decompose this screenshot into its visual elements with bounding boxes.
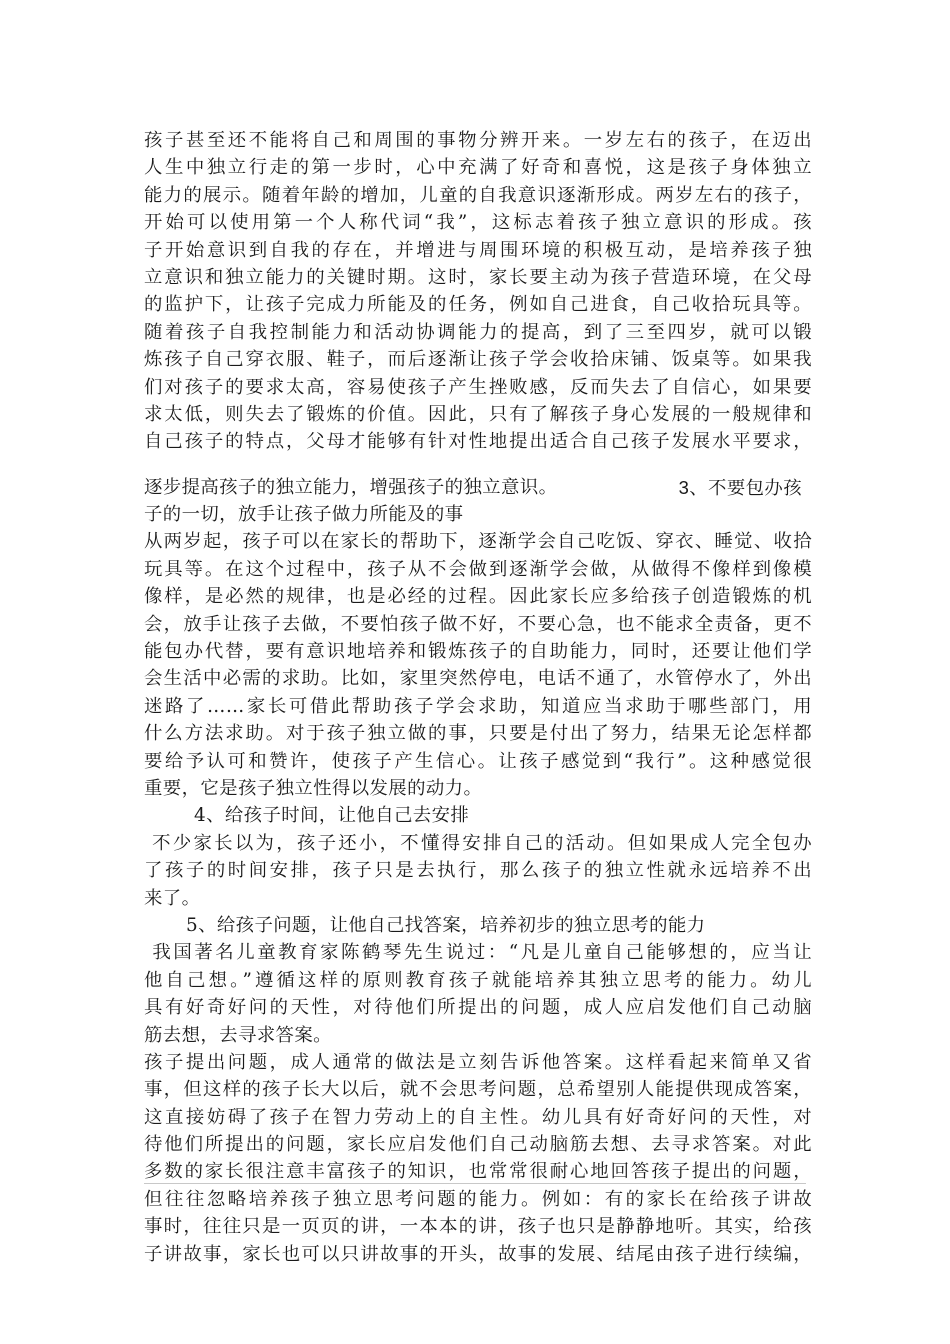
text-line: 孩子甚至还不能将自己和周围的事物分辨开来。一岁左右的孩子，在迈出 [144, 130, 812, 151]
page-divider [144, 1183, 806, 1184]
text-line: 我国著名儿童教育家陈鹤琴先生说过：“凡是儿童自己能够想的，应当让 [144, 942, 812, 964]
paragraph-4 [144, 830, 812, 912]
text-line: 的监护下，让孩子完成力所能及的任务，例如自己进食，自己收拾玩具等。 [144, 294, 812, 316]
text-line: 玩具等。在这个过程中，孩子从不会做到逐渐学会做，从做得不像样到像模 [144, 558, 812, 580]
text-line: 立意识和独立能力的关键时期。这时，家长要主动为孩子营造环境，在父母 [144, 266, 812, 288]
paragraph-2 [144, 474, 812, 529]
paragraph-gap [144, 456, 812, 474]
text-line: 能力的展示。随着年龄的增加，儿童的自我意识逐渐形成。两岁左右的孩子， [144, 184, 812, 206]
text-fragment: 逐步提高孩子的独立能力，增强孩子的独立意识。 [144, 476, 558, 498]
text-line: 来了。 [144, 887, 201, 909]
text-line: 事时，往往只是一页页的讲，一本本的讲，孩子也只是静静地听。其实，给孩 [144, 1216, 812, 1238]
text-line: 了孩子的时间安排，孩子只是去执行，那么孩子的独立性就永远培养不出 [144, 860, 812, 882]
text-line: 待他们所提出的问题，家长应启发他们自己动脑筋去想、去寻求答案。对此 [144, 1134, 812, 1156]
text-line: 但往往忽略培养孩子独立思考问题的能力。例如：有的家长在给孩子讲故 [144, 1188, 812, 1210]
text-line: 具有好奇好问的天性，对待他们所提出的问题，成人应启发他们自己动脑 [144, 997, 812, 1019]
text-line: 多数的家长很注意丰富孩子的知识，也常常很耐心地回答孩子提出的问题， [144, 1161, 812, 1183]
text-line: 随着孩子自我控制能力和活动协调能力的提高，到了三至四岁，就可以锻 [144, 321, 812, 343]
text-line: 开始可以使用第一个人称代词“我”，这标志着孩子独立意识的形成。孩 [144, 212, 812, 234]
text-line: 重要，它是孩子独立性得以发展的动力。 [144, 777, 483, 799]
text-line: 这直接妨碍了孩子在智力劳动上的自主性。幼儿具有好奇好问的天性，对 [144, 1106, 812, 1128]
text-line: 会生活中必需的求助。比如，家里突然停电，电话不通了，水管停水了，外出 [144, 668, 812, 690]
text-line [144, 474, 812, 501]
text-line: 人生中独立行走的第一步时，心中充满了好奇和喜悦，这是孩子身体独立 [144, 157, 812, 179]
section-heading-3: 3、不要包办孩 [678, 476, 802, 498]
text-line: 自己孩子的特点，父母才能够有针对性地提出适合自己孩子发展水平要求， [144, 431, 812, 453]
text-line: 子讲故事，家长也可以只讲故事的开头，故事的发展、结尾由孩子进行续编， [144, 1243, 812, 1265]
text-line: 炼孩子自己穿衣服、鞋子，而后逐渐让孩子学会收拾床铺、饭桌等。如果我 [144, 349, 812, 371]
text-line: 求太低，则失去了锻炼的价值。因此，只有了解孩子身心发展的一般规律和 [144, 403, 812, 425]
text-line: 什么方法求助。对于孩子独立做的事，只要是付出了努力，结果无论怎样都 [144, 723, 812, 745]
text-line: 子的一切，放手让孩子做力所能及的事 [144, 504, 464, 526]
paragraph-5 [144, 939, 812, 1049]
text-line: 从两岁起，孩子可以在家长的帮助下，逐渐学会自己吃饭、穿衣、睡觉、收拾 [144, 531, 812, 553]
text-line: 会，放手让孩子去做，不要怕孩子做不好，不要心急，也不能求全责备，更不 [144, 613, 812, 635]
text-line: 筋去想，去寻求答案。 [144, 1024, 332, 1046]
text-line: 子开始意识到自我的存在，并增进与周围环境的积极互动，是培养孩子独 [144, 239, 812, 261]
text-line: 要给予认可和赞许，使孩子产生信心。让孩子感觉到“我行”。这种感觉很 [144, 750, 812, 772]
text-line: 不少家长以为，孩子还小，不懂得安排自己的活动。但如果成人完全包办 [144, 832, 812, 854]
paragraph-3 [144, 528, 812, 802]
section-heading-4: 4、给孩子时间，让他自己去安排 [194, 805, 470, 827]
section-heading-5: 5、给孩子问题，让他自己找答案，培养初步的独立思考的能力 [186, 914, 706, 936]
text-line: 像样，是必然的规律，也是必经的过程。因此家长应多给孩子创造锻炼的机 [144, 586, 812, 608]
text-line: 能包办代替，要有意识地培养和锻炼孩子的自助能力，同时，还要让他们学 [144, 641, 812, 663]
paragraph-1 [144, 127, 812, 456]
text-line: 们对孩子的要求太高，容易使孩子产生挫败感，反而失去了自信心，如果要 [144, 376, 812, 398]
text-line: 孩子提出问题，成人通常的做法是立刻告诉他答案。这样看起来简单又省 [144, 1051, 812, 1073]
paragraph-6 [144, 1049, 812, 1268]
document-body [144, 127, 812, 1268]
text-line: 迷路了……家长可借此帮助孩子学会求助，知道应当求助于哪些部门，用 [144, 695, 812, 717]
text-line: 事，但这样的孩子长大以后，就不会思考问题，总希望别人能提供现成答案， [144, 1079, 812, 1101]
text-line: 他自己想。”遵循这样的原则教育孩子就能培养其独立思考的能力。幼儿 [144, 969, 812, 991]
